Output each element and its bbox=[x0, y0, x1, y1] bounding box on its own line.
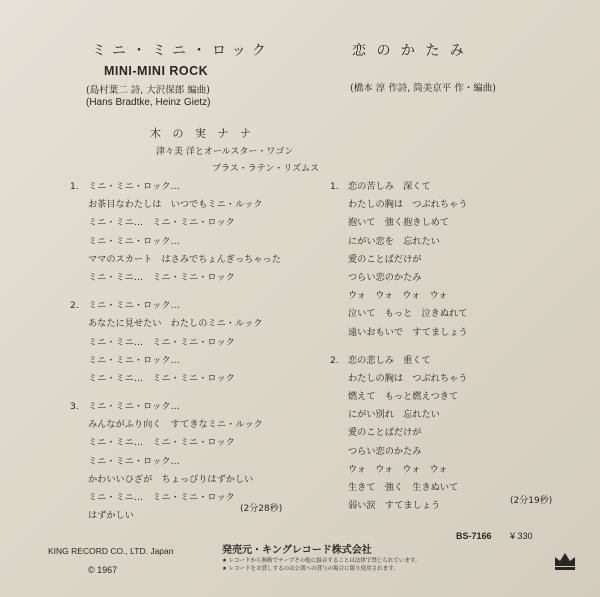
lyric-line: 燃えて もっと燃えつきて bbox=[348, 391, 459, 403]
lyric-line: はずかしい bbox=[88, 510, 134, 522]
lyric-line: 生きて 強く 生きぬいて bbox=[348, 482, 459, 493]
lyric-line: ミニ・ミニ… ミニ・ミニ・ロック bbox=[88, 437, 235, 449]
left-lyrics-block bbox=[70, 178, 281, 525]
left-song-title-jp: ミニ・ミニ・ロック bbox=[92, 43, 272, 59]
left-song-credit-en: (Hans Bradtke, Heinz Gietz) bbox=[86, 97, 211, 108]
price: ¥ 330 bbox=[510, 531, 533, 541]
performers-line: 津々美 洋とオールスター・ワゴン bbox=[156, 147, 294, 157]
right-lyrics-block bbox=[330, 178, 468, 515]
lyric-line: 弱い涙 すてましょう bbox=[348, 500, 441, 512]
verse-number: 2. bbox=[70, 300, 79, 312]
lyric-line: かわいいひざが ちょっぴりはずかしい bbox=[88, 473, 254, 485]
lyric-line: にがい恋を 忘れたい bbox=[348, 235, 440, 247]
lyric-line: ミニ・ミニ・ロック… bbox=[88, 354, 180, 366]
left-song-credit-jp: (島村葉二 詩, 大沢保郎 編曲) bbox=[86, 85, 210, 96]
king-records-logo-icon bbox=[552, 548, 578, 574]
lyric-line: ミニ・ミニ… ミニ・ミニ・ロック bbox=[88, 492, 235, 503]
artist-name: 木 の 実 ナ ナ bbox=[150, 127, 255, 140]
lyric-line: ミニ・ミニ… ミニ・ミニ・ロック bbox=[88, 271, 235, 283]
lyric-line: ミニ・ミニ・ロック… bbox=[88, 455, 180, 467]
left-song-title-en: MINI-MINI ROCK bbox=[104, 64, 209, 78]
lyric-line: ミニ・ミニ… ミニ・ミニ・ロック bbox=[88, 217, 235, 229]
lyric-line: わたしの胸は つぶれちゃう bbox=[348, 372, 468, 384]
left-song-duration: (2分28秒) bbox=[240, 504, 283, 514]
lyric-line: 抱いて 強く抱きしめて bbox=[348, 217, 450, 229]
publisher-name: 発売元・キングレコード株式会社 bbox=[222, 545, 372, 556]
lyric-line: 愛のことばだけが bbox=[348, 253, 422, 265]
lyric-line: つらい恋のかたみ bbox=[348, 445, 422, 457]
lyric-line: お茶目なわたしは いつでもミニ・ルック bbox=[88, 199, 263, 211]
lyric-line: ミニ・ミニ・ロック… bbox=[88, 235, 180, 247]
lyric-line: 愛のことばだけが bbox=[348, 427, 422, 439]
lyric-line: にがい別れ 忘れたい bbox=[348, 409, 440, 421]
right-song-duration: (2分19秒) bbox=[510, 496, 553, 506]
lyric-line: わたしの胸は つぶれちゃう bbox=[348, 199, 468, 211]
lyric-line: 3. ミニ・ミニ・ロック… bbox=[70, 398, 281, 416]
lyric-line: 遠いおもいで すてましょう bbox=[348, 326, 468, 338]
right-song-credit-jp: (橋本 淳 作詩, 筒美京平 作・編曲) bbox=[350, 83, 497, 94]
right-song-title-jp: 恋 の か た み bbox=[352, 43, 467, 59]
lyric-line: 1. ミニ・ミニ・ロック… bbox=[70, 178, 281, 196]
verse-number: 3. bbox=[70, 401, 79, 413]
lyric-line: 2. 恋の悲しみ 重くて bbox=[330, 352, 468, 370]
band-line: ブラス・ラテン・リズムス bbox=[212, 164, 320, 174]
legal-notice-1: ★ レコードから無断でテープその他に録音することは法律で禁じられています。 bbox=[222, 558, 421, 564]
copyright-year: © 1967 bbox=[88, 565, 118, 575]
verse-number: 1. bbox=[330, 181, 339, 192]
lyric-line: 泣いて もっと 泣きぬれて bbox=[348, 308, 468, 320]
verse-number: 1. bbox=[70, 181, 79, 192]
lyric-line: ミニ・ミニ… ミニ・ミニ・ロック bbox=[88, 372, 235, 384]
catalog-number: BS-7166 bbox=[456, 531, 492, 541]
lyric-line: あなたに見せたい わたしのミニ・ルック bbox=[88, 318, 263, 330]
label-name: KING RECORD CO., LTD. Japan bbox=[48, 546, 174, 556]
verse-number: 2. bbox=[330, 354, 339, 366]
lyric-line: みんながふり向く すてきなミニ・ルック bbox=[88, 419, 263, 431]
lyric-line: ウォ ウォ ウォ ウォ bbox=[348, 290, 448, 302]
lyric-line: 1. 恋の苦しみ 深くて bbox=[330, 178, 468, 196]
lyric-line: ミニ・ミニ… ミニ・ミニ・ロック bbox=[88, 336, 235, 348]
lyric-line: 2. ミニ・ミニ・ロック… bbox=[70, 297, 281, 315]
legal-notice-2: ★ レコードをお貸しするのは公衆への貸与の場合に限り使用されます。 bbox=[222, 566, 399, 572]
lyric-line: ウォ ウォ ウォ ウォ bbox=[348, 463, 448, 475]
lyric-line: ママのスカート はさみでちょんぎっちゃった bbox=[88, 253, 281, 265]
lyric-line: つらい恋のかたみ bbox=[348, 271, 422, 283]
